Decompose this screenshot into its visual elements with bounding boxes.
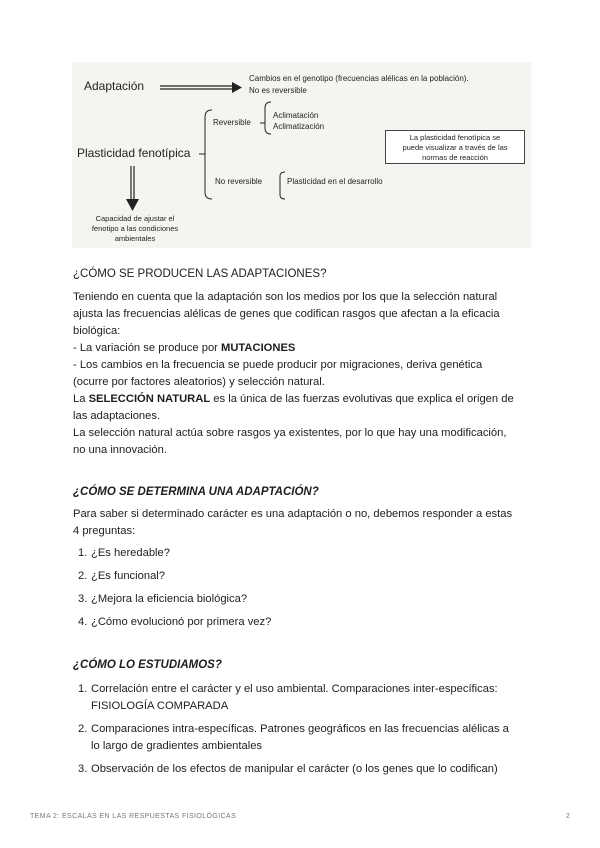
item-line: Correlación entre el carácter y el uso ambiental. Comparaciones inter-específicas: [91, 683, 498, 695]
list-item [73, 545, 543, 562]
footer-title: TEMA 2: ESCALAS EN LAS RESPUESTAS FISIOLÓGICAS [30, 813, 237, 820]
item-text: ¿Es heredable? [91, 547, 170, 559]
item-text: ¿Mejora la eficiencia biológica? [91, 593, 248, 605]
section2-intro [73, 506, 533, 540]
list-item [73, 614, 543, 631]
item-text: ¿Es funcional? [91, 570, 166, 582]
aclimatizacion-label: Aclimatización [273, 122, 325, 131]
adaptation-diagram [72, 62, 531, 248]
selection-line [73, 391, 533, 408]
adaptacion-label: Adaptación [84, 79, 145, 93]
text-line: ajusta las frecuencias alélicas de genes que codifican rasgos que afectan a la eficacia [73, 308, 500, 320]
caption-line: Capacidad de ajustar el [95, 214, 175, 223]
text-line: - Los cambios en la frecuencia se puede producir por migraciones, deriva genética [73, 359, 483, 371]
item-line: Comparaciones intra-específicas. Patrones geográficos en las frecuencias alélicas a [91, 723, 509, 735]
plasticidad-desarrollo-label: Plasticidad en el desarrollo [287, 177, 383, 186]
caption-line: ambientales [114, 234, 156, 243]
section1-paragraph2 [73, 425, 533, 459]
reaction-norms-note [385, 130, 525, 164]
note-line: puede visualizar a través de las [402, 143, 508, 152]
item-number: 1. [78, 547, 88, 559]
note-line: La plasticidad fenotípica se [409, 133, 501, 142]
list-item [73, 591, 543, 608]
questions-list [73, 545, 543, 631]
item-number: 4. [78, 616, 88, 628]
text-line: 4 preguntas: [73, 525, 136, 537]
sel-rest: es la única de las fuerzas evolutivas que explica el origen de [210, 393, 514, 405]
section2-heading: ¿CÓMO SE DETERMINA UNA ADAPTACIÓN? [73, 486, 319, 498]
sel-bold: SELECCIÓN NATURAL [88, 393, 211, 405]
item-number: 2. [78, 570, 88, 582]
list-item [73, 761, 543, 778]
page-number: 2 [566, 813, 571, 820]
section1-paragraph [73, 289, 533, 425]
item-number: 2. [78, 723, 88, 735]
item-number: 3. [78, 763, 88, 775]
caption-line: fenotipo a las condiciones [91, 224, 179, 233]
cambios-line2: No es reversible [249, 86, 307, 95]
capacidad-caption [80, 214, 190, 244]
text-line: biológica: [73, 325, 121, 337]
aclimatacion-label: Aclimatación [273, 111, 319, 120]
list-item [73, 568, 543, 585]
list-item [73, 721, 543, 755]
text-line: Para saber si determinado carácter es una adaptación o no, debemos responder a estas [73, 508, 513, 520]
section1-heading: ¿CÓMO SE PRODUCEN LAS ADAPTACIONES? [73, 268, 327, 280]
item-text: ¿Cómo evolucionó por primera vez? [91, 616, 272, 628]
mutation-prefix: - La variación se produce por [73, 342, 222, 354]
plasticidad-label: Plasticidad fenotípica [77, 146, 191, 160]
text-line: Teniendo en cuenta que la adaptación son los medios por los que la selección natural [73, 291, 498, 303]
mutation-line [73, 340, 533, 357]
sel-prefix: La [73, 393, 89, 405]
item-number: 1. [78, 683, 88, 695]
note-line: normas de reacción [422, 153, 488, 162]
text-line: (ocurre por factores aleatorios) y selección natural. [73, 376, 325, 388]
methods-list [73, 681, 543, 778]
section3-heading: ¿CÓMO LO ESTUDIAMOS? [73, 659, 222, 671]
text-line: no una innovación. [73, 444, 167, 456]
reversible-label: Reversible [213, 118, 251, 127]
mutation-bold: MUTACIONES [221, 342, 296, 354]
text-line: La selección natural actúa sobre rasgos ya existentes, por lo que hay una modificación, [73, 427, 507, 439]
item-number: 3. [78, 593, 88, 605]
list-item [73, 681, 543, 715]
no-reversible-label: No reversible [215, 177, 263, 186]
item-line: Observación de los efectos de manipular el carácter (o los genes que lo codifican) [91, 763, 498, 775]
text-line: las adaptaciones. [73, 410, 161, 422]
item-line: lo largo de gradientes ambientales [91, 740, 263, 752]
item-line: FISIOLOGÍA COMPARADA [91, 700, 229, 712]
cambios-line1: Cambios en el genotipo (frecuencias alélicas en la población). [249, 74, 469, 83]
